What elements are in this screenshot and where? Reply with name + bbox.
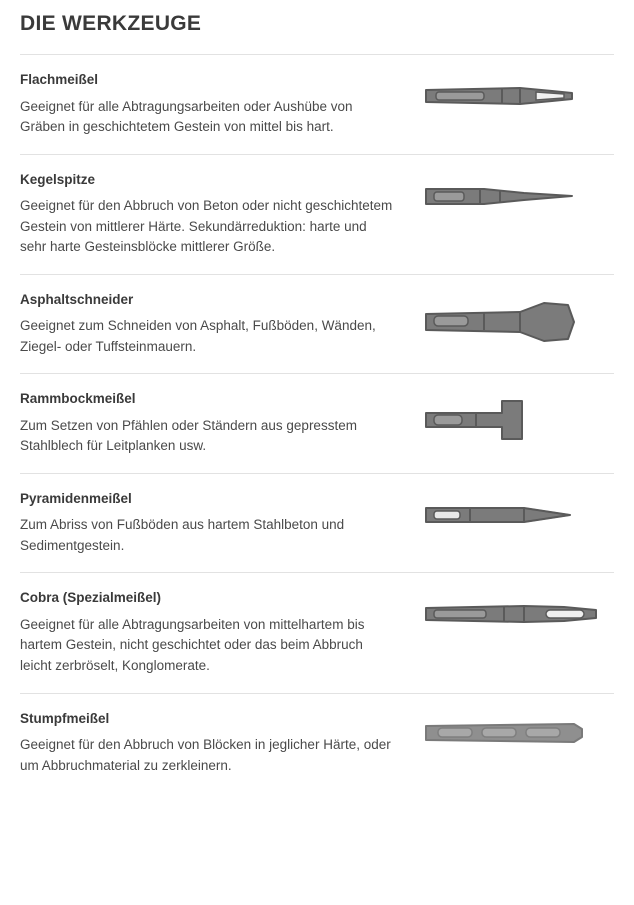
pyramid-chisel-icon <box>424 498 572 532</box>
tool-description: Geeignet für alle Abtragungsarbeiten von mittelhartem bis hartem Gestein, nicht geschichtet oder das beim Abbruch leicht zerbröselt, Konglomerate. <box>20 616 365 673</box>
tool-figure <box>424 390 614 442</box>
tool-text-block <box>20 710 405 777</box>
cobra-chisel-icon <box>424 597 599 631</box>
flat-chisel-icon <box>424 79 574 113</box>
list-item <box>20 274 614 374</box>
asphalt-cutter-icon <box>424 299 584 345</box>
tool-description: Geeignet für den Abbruch von Beton oder nicht geschichtetem Gestein von mittlerer Härte. Sekundärreduktion: harte und sehr harte Gesteinsblöcke mittlerer Größe. <box>20 198 393 255</box>
list-item <box>20 54 614 154</box>
tool-figure <box>424 71 614 113</box>
tool-figure <box>424 490 614 532</box>
tool-figure <box>424 291 614 345</box>
tool-text-block <box>20 291 405 358</box>
tool-text-block <box>20 171 405 258</box>
list-item <box>20 693 614 793</box>
list-item <box>20 154 614 274</box>
tool-list <box>20 54 614 792</box>
tool-description: Zum Abriss von Fußböden aus hartem Stahlbeton und Sedimentgestein. <box>20 517 345 553</box>
tool-figure <box>424 171 614 213</box>
list-item <box>20 572 614 692</box>
tool-description: Geeignet für den Abbruch von Blöcken in jeglicher Härte, oder um Abbruchmaterial zu zerkleinern. <box>20 737 391 773</box>
tools-page <box>0 12 634 792</box>
tool-text-block <box>20 589 405 676</box>
tool-figure <box>424 710 614 748</box>
list-item <box>20 473 614 573</box>
cone-point-icon <box>424 179 574 213</box>
tool-text-block <box>20 71 405 138</box>
tool-figure <box>424 589 614 631</box>
tool-name: Cobra (Spezialmeißel) <box>20 590 162 606</box>
tool-name: Pyramidenmeißel <box>20 490 132 506</box>
tool-name: Rammbockmeißel <box>20 391 136 407</box>
tool-name: Stumpfmeißel <box>20 710 110 726</box>
tool-description: Geeignet für alle Abtragungsarbeiten oder Aushübe von Gräben in geschichtetem Gestein von mittel bis hart. <box>20 98 353 135</box>
tool-description: Geeignet zum Schneiden von Asphalt, Fußböden, Wänden, Ziegel- oder Tuffsteinmauern. <box>20 318 376 354</box>
tool-text-block <box>20 390 405 457</box>
ram-chisel-icon <box>424 398 554 442</box>
tool-text-block <box>20 490 405 557</box>
tool-name: Asphaltschneider <box>20 291 134 307</box>
tool-description: Zum Setzen von Pfählen oder Ständern aus gepresstem Stahlblech für Leitplanken usw. <box>20 417 357 454</box>
blunt-chisel-icon <box>424 718 584 748</box>
page-title: DIE WERKZEUGE <box>20 12 202 35</box>
list-item <box>20 373 614 473</box>
tool-name: Kegelspitze <box>20 171 96 187</box>
tool-name: Flachmeißel <box>20 72 99 87</box>
